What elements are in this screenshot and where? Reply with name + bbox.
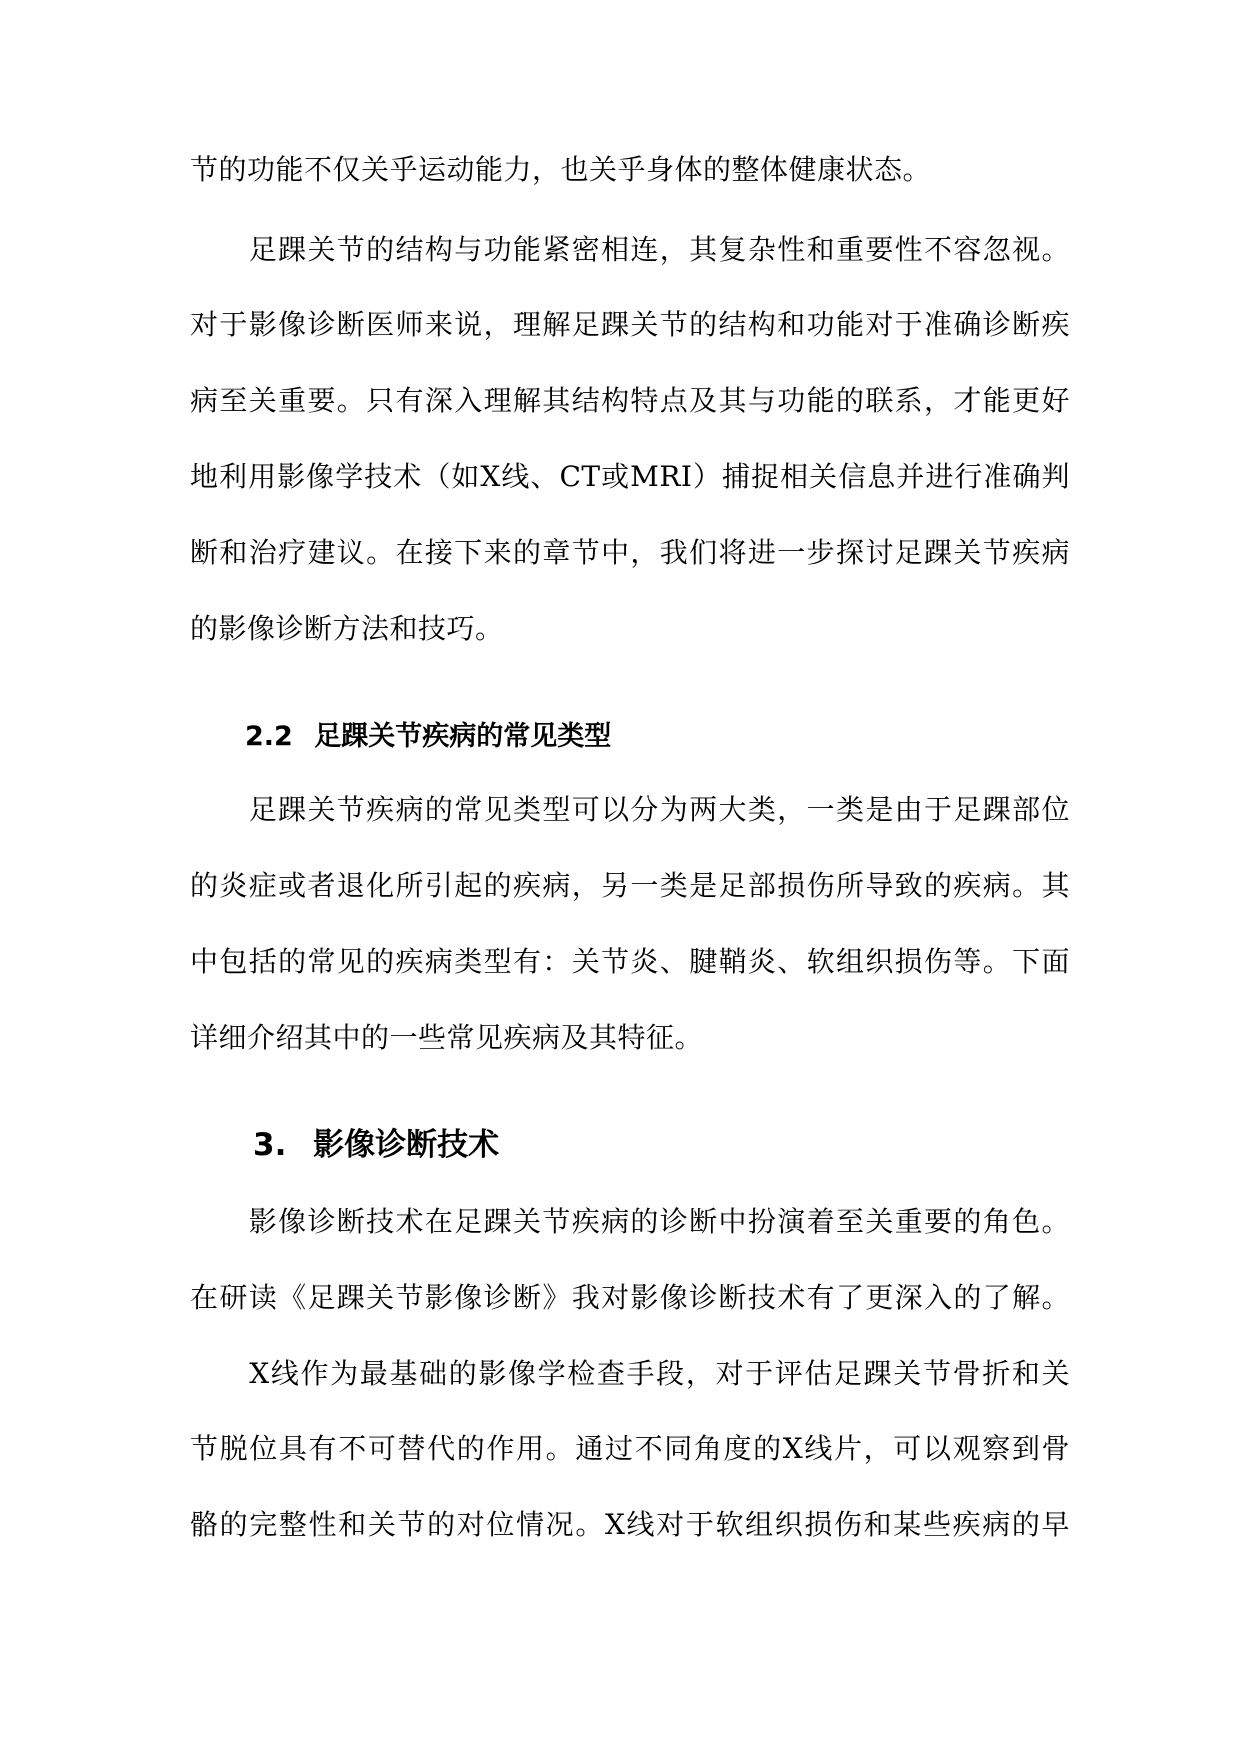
section-number: 2.2 xyxy=(245,721,293,752)
paragraph-line: 详细介绍其中的一些常见疾病及其特征。 xyxy=(190,1021,704,1054)
paragraph-line: 在研读《足踝关节影像诊断》我对影像诊断技术有了更深入的了解。 xyxy=(190,1281,1070,1314)
paragraph-line: 足踝关节疾病的常见类型可以分为两大类，一类是由于足踝部位 xyxy=(190,793,1070,826)
paragraph-line: 影像诊断技术在足踝关节疾病的诊断中扮演着至关重要的角色。 xyxy=(190,1205,1070,1238)
section-title: 影像诊断技术 xyxy=(313,1127,500,1163)
paragraph-line: 骼的完整性和关节的对位情况。X线对于软组织损伤和某些疾病的早 xyxy=(190,1508,1070,1541)
paragraph-line: 足踝关节的结构与功能紧密相连，其复杂性和重要性不容忽视。 xyxy=(190,233,1070,266)
section-heading-3 xyxy=(253,1123,499,1167)
paragraph-line: 病至关重要。只有深入理解其结构特点及其与功能的联系，才能更好 xyxy=(190,384,1070,417)
section-title: 足踝关节疾病的常见类型 xyxy=(314,721,612,752)
paragraph-line: 中包括的常见的疾病类型有：关节炎、腱鞘炎、软组织损伤等。下面 xyxy=(190,945,1070,978)
section-number: 3. xyxy=(253,1127,287,1163)
paragraph-line: 节脱位具有不可替代的作用。通过不同角度的X线片，可以观察到骨 xyxy=(190,1432,1070,1465)
paragraph-line: 的炎症或者退化所引起的疾病，另一类是足部损伤所导致的疾病。其 xyxy=(190,869,1070,902)
paragraph-line: 对于影像诊断医师来说，理解足踝关节的结构和功能对于准确诊断疾 xyxy=(190,308,1070,341)
paragraph-line: 地利用影像学技术（如X线、CT或MRI）捕捉相关信息并进行准确判 xyxy=(190,460,1070,493)
paragraph-line: 断和治疗建议。在接下来的章节中，我们将进一步探讨足踝关节疾病 xyxy=(190,536,1070,569)
paragraph-line: X线作为最基础的影像学检查手段，对于评估足踝关节骨折和关 xyxy=(190,1357,1070,1390)
paragraph-line: 的影像诊断方法和技巧。 xyxy=(190,612,504,645)
section-heading-2-2 xyxy=(245,717,611,757)
paragraph-line: 节的功能不仅关乎运动能力，也关乎身体的整体健康状态。 xyxy=(190,153,932,186)
